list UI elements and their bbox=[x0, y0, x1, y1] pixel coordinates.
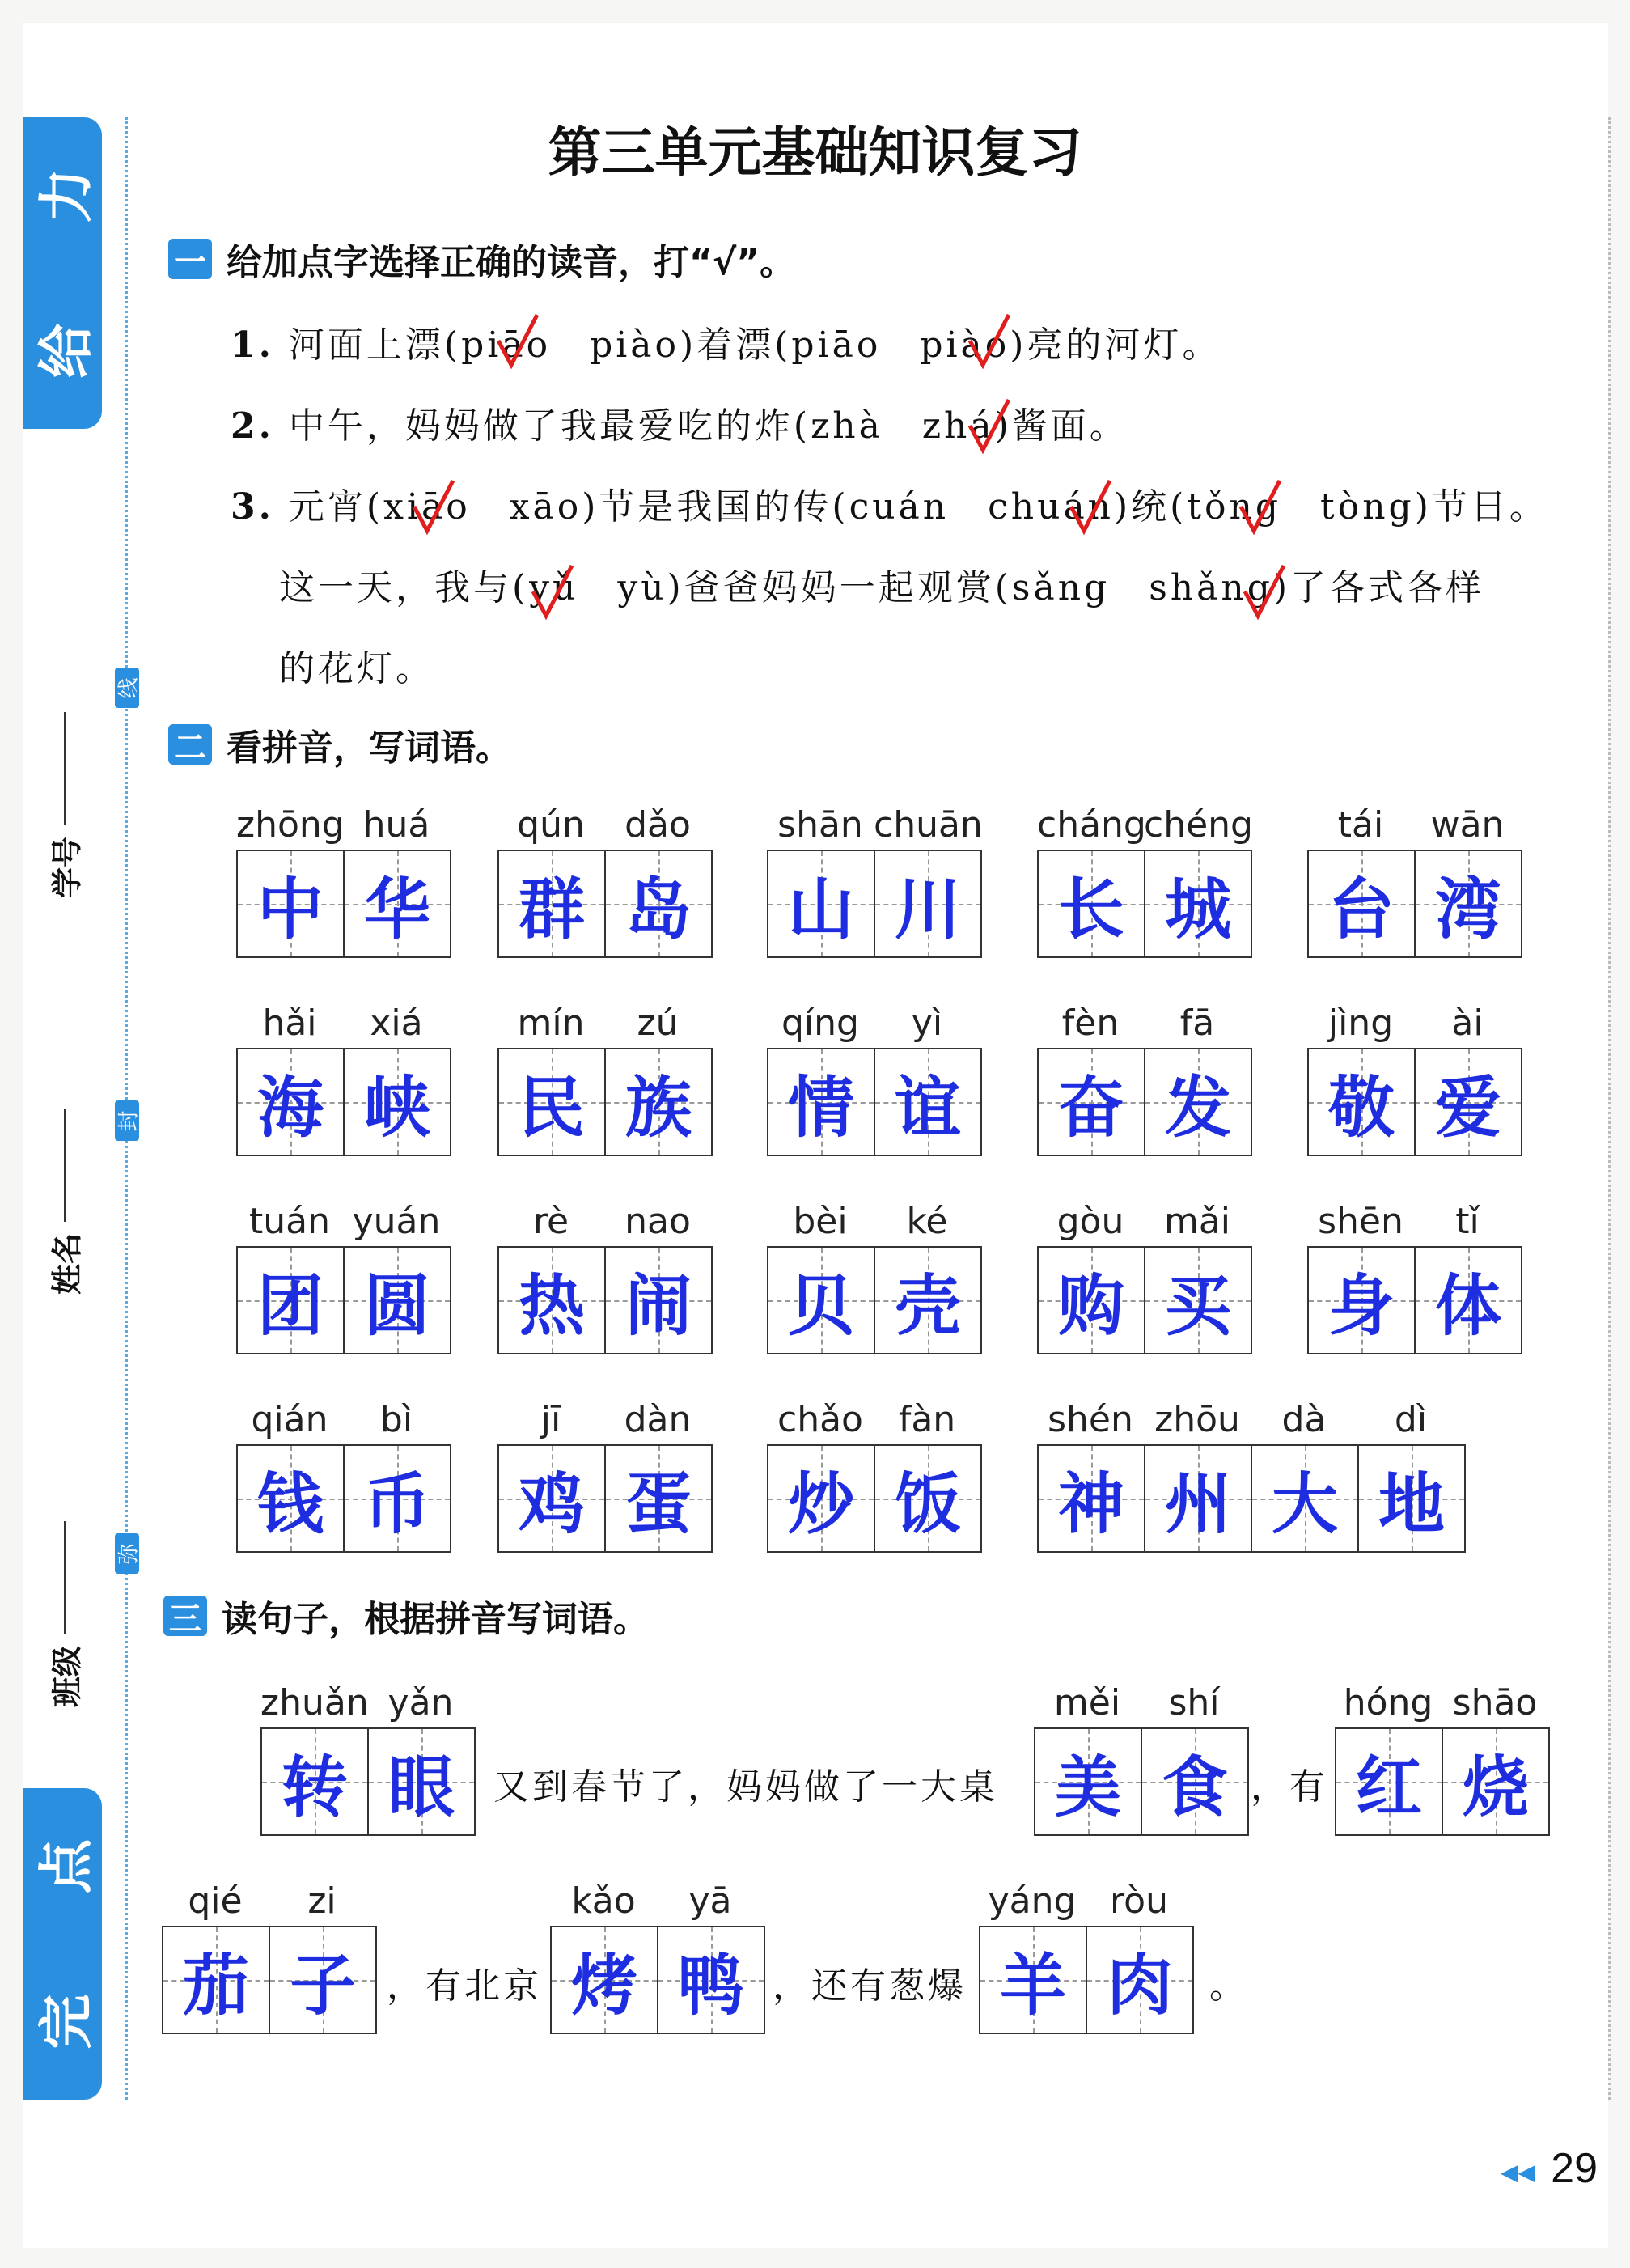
written-character: 眼 bbox=[387, 1748, 455, 1826]
pinyin-label: dì bbox=[1394, 1399, 1428, 1440]
written-character: 华 bbox=[363, 870, 430, 948]
check-mark-icon bbox=[967, 396, 1012, 455]
tianzige-cell[interactable] bbox=[1087, 1927, 1192, 2033]
written-character: 川 bbox=[894, 870, 961, 948]
sentence-text: ，有 bbox=[1251, 1766, 1328, 1808]
written-character: 爱 bbox=[1434, 1068, 1501, 1147]
section1-heading: 一 给加点字选择正确的读音，打“√”。 bbox=[168, 233, 795, 285]
tianzige-cell[interactable] bbox=[875, 1248, 980, 1353]
pinyin-label: mín bbox=[517, 1003, 585, 1044]
written-character: 钱 bbox=[256, 1465, 324, 1543]
tianzige-cell[interactable] bbox=[499, 1248, 606, 1353]
id-field: 学号 bbox=[42, 712, 87, 898]
tianzige-cell[interactable] bbox=[270, 1927, 375, 2033]
written-character: 地 bbox=[1378, 1465, 1445, 1543]
check-mark-icon bbox=[530, 562, 575, 621]
written-character: 购 bbox=[1057, 1266, 1124, 1345]
tianzige-cell[interactable] bbox=[768, 1446, 875, 1551]
tianzige-cell[interactable] bbox=[345, 1446, 450, 1551]
tianzige-cell[interactable] bbox=[552, 1927, 658, 2033]
pinyin-label: huá bbox=[362, 804, 430, 846]
pinyin-label: qún bbox=[517, 804, 585, 846]
pinyin-word bbox=[236, 1396, 451, 1553]
tianzige-cell[interactable] bbox=[606, 1446, 711, 1551]
tianzige-cell[interactable] bbox=[768, 851, 875, 956]
side-tab-top: 力 给 bbox=[23, 117, 102, 429]
tianzige-cell[interactable] bbox=[1252, 1446, 1359, 1551]
pinyin-word bbox=[1307, 1198, 1522, 1354]
question-line: 1. 河面上漂(piāo piào)着漂(piāo piào)亮的河灯。 bbox=[231, 324, 1221, 366]
written-character: 买 bbox=[1164, 1266, 1231, 1345]
check-mark-icon bbox=[495, 312, 540, 370]
written-character: 蛋 bbox=[624, 1465, 692, 1543]
written-character: 海 bbox=[256, 1068, 324, 1147]
pinyin-label: měi bbox=[1053, 1682, 1121, 1723]
pinyin-label: fèn bbox=[1061, 1003, 1120, 1044]
tianzige-cell[interactable] bbox=[238, 1248, 345, 1353]
pinyin-label: wān bbox=[1430, 804, 1505, 846]
pinyin-label: shān bbox=[777, 804, 863, 846]
written-character: 情 bbox=[787, 1068, 854, 1147]
question-line: 的花灯。 bbox=[279, 648, 434, 689]
sentence-text: 。 bbox=[1209, 1965, 1248, 2007]
pinyin-label: qián bbox=[251, 1399, 328, 1440]
pinyin-label: chǎo bbox=[777, 1399, 863, 1440]
pinyin-label: shāo bbox=[1452, 1682, 1538, 1723]
pinyin-label: shí bbox=[1168, 1682, 1220, 1723]
tianzige-cell[interactable] bbox=[768, 1248, 875, 1353]
seal-mark-line: 线 bbox=[115, 668, 139, 708]
pinyin-word bbox=[260, 1679, 476, 1836]
check-mark-icon bbox=[1242, 562, 1287, 621]
written-character: 炒 bbox=[787, 1465, 854, 1543]
class-field: 班级 bbox=[42, 1521, 87, 1707]
tianzige-cell[interactable] bbox=[1416, 1049, 1521, 1155]
pinyin-word bbox=[1307, 999, 1522, 1156]
pinyin-word bbox=[162, 1877, 377, 2034]
pinyin-label: fā bbox=[1179, 1003, 1215, 1044]
tianzige-cell[interactable] bbox=[1309, 851, 1416, 956]
pinyin-label: chéng bbox=[1144, 804, 1253, 846]
pinyin-word bbox=[1037, 801, 1252, 958]
written-character: 族 bbox=[624, 1068, 692, 1147]
tianzige-cell[interactable] bbox=[499, 1446, 606, 1551]
written-character: 发 bbox=[1164, 1068, 1231, 1147]
pinyin-word bbox=[497, 999, 713, 1156]
tianzige-cell[interactable] bbox=[606, 851, 711, 956]
seal-mark-seal: 封 bbox=[115, 1100, 139, 1141]
written-character: 中 bbox=[256, 870, 324, 948]
written-character: 敬 bbox=[1327, 1068, 1395, 1147]
tianzige-cell[interactable] bbox=[238, 851, 345, 956]
tianzige-cell[interactable] bbox=[1039, 1446, 1145, 1551]
written-character: 烤 bbox=[570, 1946, 637, 2024]
written-character: 红 bbox=[1355, 1748, 1422, 1826]
right-dotted-line bbox=[1608, 117, 1611, 2100]
pinyin-label: cháng bbox=[1037, 804, 1146, 846]
pinyin-label: mǎi bbox=[1163, 1201, 1231, 1242]
page-title: 第三单元基础知识复习 bbox=[548, 121, 1082, 184]
written-character: 圆 bbox=[363, 1266, 430, 1345]
pinyin-label: hǎi bbox=[262, 1003, 317, 1044]
check-mark-icon bbox=[1068, 477, 1113, 536]
check-mark-icon bbox=[967, 312, 1012, 370]
pinyin-word bbox=[767, 999, 982, 1156]
tianzige-cell[interactable] bbox=[1145, 851, 1251, 956]
tianzige-cell[interactable] bbox=[1416, 1248, 1521, 1353]
tianzige-cell[interactable] bbox=[1039, 1248, 1145, 1353]
written-character: 贝 bbox=[787, 1266, 854, 1345]
pinyin-label: zhuǎn bbox=[260, 1682, 369, 1723]
pinyin-word bbox=[1307, 801, 1522, 958]
pinyin-label: ròu bbox=[1110, 1880, 1168, 1922]
tianzige-cell[interactable] bbox=[1145, 1248, 1251, 1353]
pinyin-label: zhōu bbox=[1154, 1399, 1240, 1440]
written-character: 羊 bbox=[999, 1946, 1066, 2024]
written-character: 鸡 bbox=[518, 1465, 585, 1543]
tianzige-cell[interactable] bbox=[1309, 1248, 1416, 1353]
pinyin-word bbox=[1335, 1679, 1550, 1836]
pinyin-label: yǎn bbox=[387, 1682, 454, 1723]
pinyin-word bbox=[550, 1877, 765, 2034]
seal-mark-mi: 弥 bbox=[115, 1533, 139, 1574]
pinyin-word bbox=[767, 1198, 982, 1354]
written-character: 转 bbox=[281, 1748, 348, 1826]
pinyin-label: bèi bbox=[793, 1201, 848, 1242]
written-character: 长 bbox=[1057, 870, 1124, 948]
pinyin-word bbox=[236, 999, 451, 1156]
sentence-text: ，还有葱爆 bbox=[773, 1965, 967, 2007]
pinyin-label: yì bbox=[911, 1003, 943, 1044]
tianzige-cell[interactable] bbox=[345, 851, 450, 956]
pinyin-word bbox=[979, 1877, 1194, 2034]
tianzige-cell[interactable] bbox=[1309, 1049, 1416, 1155]
pinyin-label: jìng bbox=[1327, 1003, 1394, 1044]
pinyin-label: zú bbox=[637, 1003, 679, 1044]
written-character: 肉 bbox=[1106, 1946, 1173, 2024]
tianzige-cell[interactable] bbox=[499, 1049, 606, 1155]
tianzige-cell[interactable] bbox=[1443, 1729, 1548, 1834]
tianzige-cell[interactable] bbox=[345, 1049, 450, 1155]
pinyin-label: xiá bbox=[370, 1003, 423, 1044]
tianzige-cell[interactable] bbox=[369, 1729, 474, 1834]
pinyin-label: shēn bbox=[1318, 1201, 1403, 1242]
tianzige-cell[interactable] bbox=[163, 1927, 270, 2033]
tianzige-cell[interactable] bbox=[768, 1049, 875, 1155]
pinyin-word bbox=[767, 1396, 982, 1553]
written-character: 大 bbox=[1271, 1465, 1338, 1543]
written-character: 体 bbox=[1434, 1266, 1501, 1345]
pinyin-label: tuán bbox=[249, 1201, 330, 1242]
written-character: 壳 bbox=[894, 1266, 961, 1345]
tianzige-cell[interactable] bbox=[1035, 1729, 1142, 1834]
check-mark-icon bbox=[1238, 477, 1283, 536]
tianzige-cell[interactable] bbox=[606, 1049, 711, 1155]
pinyin-word bbox=[236, 1198, 451, 1354]
written-character: 食 bbox=[1161, 1748, 1228, 1826]
pinyin-label: yuán bbox=[352, 1201, 441, 1242]
pinyin-label: nao bbox=[624, 1201, 691, 1242]
written-character: 城 bbox=[1164, 870, 1231, 948]
tianzige-cell[interactable] bbox=[345, 1248, 450, 1353]
pinyin-label: yā bbox=[688, 1880, 732, 1922]
written-character: 山 bbox=[787, 870, 854, 948]
sentence-text: ，有北京 bbox=[387, 1965, 542, 2007]
written-character: 子 bbox=[289, 1946, 356, 2024]
pinyin-label: yáng bbox=[988, 1880, 1077, 1922]
pinyin-label: ài bbox=[1451, 1003, 1484, 1044]
written-character: 热 bbox=[518, 1266, 585, 1345]
written-character: 岛 bbox=[624, 870, 692, 948]
question-line: 2. 中午，妈妈做了我最爱吃的炸(zhà zhá)酱面。 bbox=[231, 405, 1128, 447]
tianzige-cell[interactable] bbox=[499, 851, 606, 956]
written-character: 美 bbox=[1054, 1748, 1121, 1826]
written-character: 奋 bbox=[1057, 1068, 1124, 1147]
page-arrows-icon: ◀◀ bbox=[1501, 2159, 1536, 2185]
written-character: 饭 bbox=[894, 1465, 961, 1543]
written-character: 台 bbox=[1327, 870, 1395, 948]
written-character: 神 bbox=[1057, 1465, 1124, 1543]
section3-heading: 三 读句子，根据拼音写词语。 bbox=[163, 1590, 649, 1642]
pinyin-label: tái bbox=[1337, 804, 1384, 846]
written-character: 州 bbox=[1164, 1465, 1231, 1543]
pinyin-label: shén bbox=[1048, 1399, 1133, 1440]
pinyin-word bbox=[497, 1396, 713, 1553]
tianzige-cell[interactable] bbox=[1145, 1049, 1251, 1155]
tianzige-cell[interactable] bbox=[875, 851, 980, 956]
pinyin-label: bì bbox=[379, 1399, 413, 1440]
tianzige-cell[interactable] bbox=[1039, 1049, 1145, 1155]
pinyin-label: jī bbox=[540, 1399, 561, 1440]
tianzige-cell[interactable] bbox=[1142, 1729, 1247, 1834]
tianzige-cell[interactable] bbox=[1145, 1446, 1252, 1551]
side-tab-bottom: 点 完 bbox=[23, 1788, 102, 2100]
tianzige-cell[interactable] bbox=[1359, 1446, 1464, 1551]
pinyin-label: gòu bbox=[1056, 1201, 1124, 1242]
pinyin-label: qié bbox=[188, 1880, 243, 1922]
written-character: 鸭 bbox=[677, 1946, 744, 2024]
pinyin-label: dǎo bbox=[624, 804, 691, 846]
question-line: 3. 元宵(xiāo xāo)节是我国的传(cuán chuán)统(tǒng tòng)节日。 bbox=[231, 486, 1548, 528]
tianzige-cell[interactable] bbox=[262, 1729, 369, 1834]
page-number: 29 bbox=[1551, 2145, 1598, 2192]
name-field: 姓名 bbox=[42, 1109, 87, 1295]
question-line: 这一天，我与(yǔ yù)爸爸妈妈一起观赏(sǎng shǎng)了各式各样 bbox=[279, 567, 1485, 608]
check-mark-icon bbox=[411, 477, 456, 536]
tianzige-cell[interactable] bbox=[658, 1927, 764, 2033]
pinyin-label: zhōng bbox=[236, 804, 345, 846]
pinyin-label: chuān bbox=[874, 804, 983, 846]
pinyin-word bbox=[497, 1198, 713, 1354]
written-character: 谊 bbox=[894, 1068, 961, 1147]
pinyin-label: dà bbox=[1281, 1399, 1327, 1440]
written-character: 峡 bbox=[363, 1068, 430, 1147]
pinyin-label: rè bbox=[532, 1201, 569, 1242]
written-character: 湾 bbox=[1434, 870, 1501, 948]
section2-heading: 二 看拼音，写词语。 bbox=[168, 719, 511, 770]
pinyin-label: qíng bbox=[781, 1003, 859, 1044]
tianzige-cell[interactable] bbox=[875, 1049, 980, 1155]
written-character: 烧 bbox=[1462, 1748, 1529, 1826]
tianzige-cell[interactable] bbox=[238, 1446, 345, 1551]
pinyin-word bbox=[1034, 1679, 1249, 1836]
tianzige-cell[interactable] bbox=[606, 1248, 711, 1353]
pinyin-word bbox=[1037, 1198, 1252, 1354]
tianzige-cell[interactable] bbox=[875, 1446, 980, 1551]
pinyin-label: hóng bbox=[1343, 1682, 1433, 1723]
pinyin-label: zi bbox=[307, 1880, 337, 1922]
pinyin-word bbox=[236, 801, 451, 958]
pinyin-label: fàn bbox=[898, 1399, 956, 1440]
pinyin-word bbox=[767, 801, 982, 958]
written-character: 闹 bbox=[624, 1266, 692, 1345]
pinyin-word bbox=[1037, 999, 1252, 1156]
tianzige-cell[interactable] bbox=[238, 1049, 345, 1155]
tianzige-cell[interactable] bbox=[1039, 851, 1145, 956]
written-character: 民 bbox=[518, 1068, 585, 1147]
written-character: 币 bbox=[363, 1465, 430, 1543]
tianzige-cell[interactable] bbox=[1416, 851, 1521, 956]
written-character: 团 bbox=[256, 1266, 324, 1345]
written-character: 茄 bbox=[182, 1946, 249, 2024]
pinyin-word bbox=[1037, 1396, 1466, 1553]
pinyin-label: ké bbox=[906, 1201, 948, 1242]
tianzige-cell[interactable] bbox=[980, 1927, 1087, 2033]
pinyin-label: dàn bbox=[624, 1399, 692, 1440]
sentence-text: 又到春节了，妈妈做了一大桌 bbox=[493, 1766, 998, 1808]
pinyin-label: kǎo bbox=[571, 1880, 636, 1922]
pinyin-label: tǐ bbox=[1455, 1201, 1480, 1242]
written-character: 身 bbox=[1327, 1266, 1395, 1345]
tianzige-cell[interactable] bbox=[1336, 1729, 1443, 1834]
pinyin-word bbox=[497, 801, 713, 958]
written-character: 群 bbox=[518, 870, 585, 948]
